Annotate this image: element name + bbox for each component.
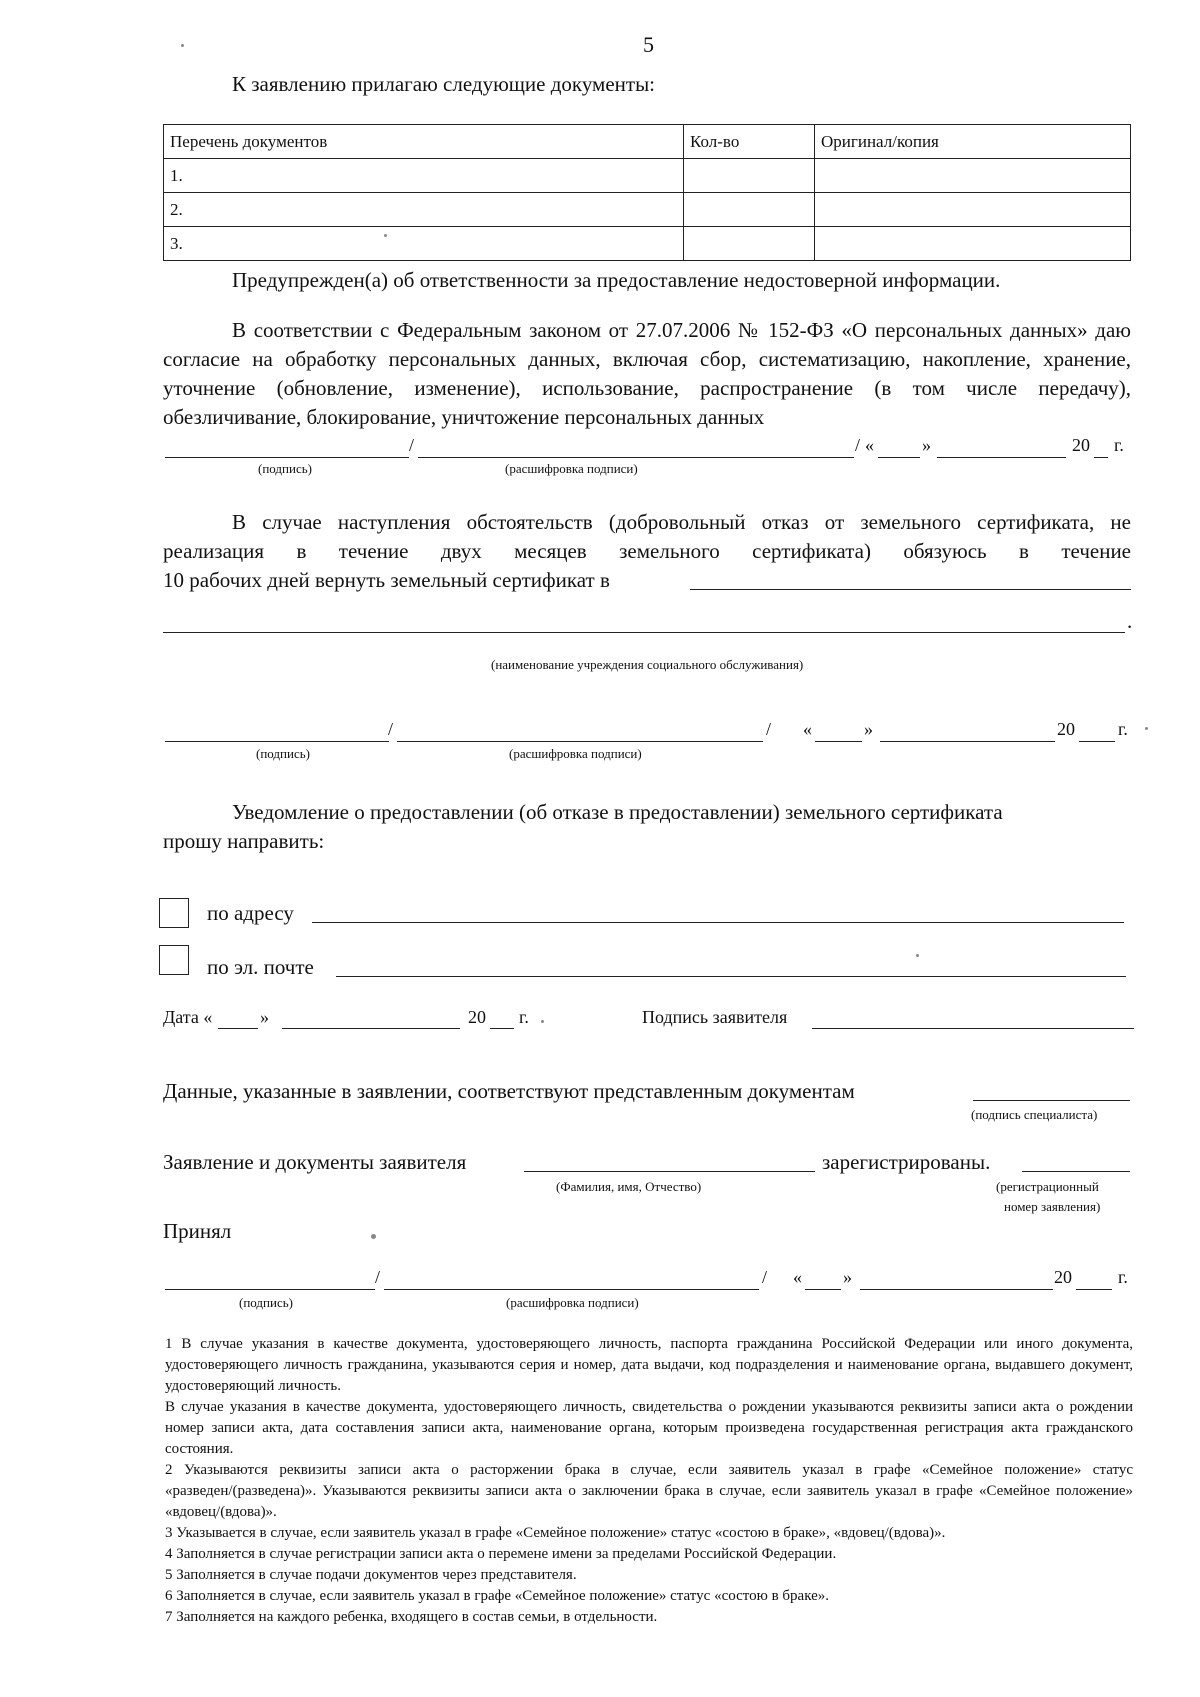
signature-decode-line[interactable] [397,741,763,742]
date-label: Дата « [163,1007,213,1027]
specialist-label: (подпись специалиста) [971,1107,1098,1122]
table-row [164,193,1131,227]
separator-slash: / [388,719,394,739]
year-suffix: г. [1118,719,1128,739]
table-cell[interactable] [684,227,815,261]
registration-text: Заявление и документы заявителя [163,1150,467,1174]
table-cell[interactable]: 1. [164,159,684,193]
year-field[interactable] [1094,457,1108,458]
notification-text-continued: прошу направить: [163,829,325,853]
separator-slash: / [855,435,861,455]
institution-field[interactable] [690,589,1131,590]
table-cell[interactable]: 3. [164,227,684,261]
column-header-documents: Перечень документов [164,125,684,159]
footnote-6: 6 Заполняется в случае, если заявитель указал в графе «Семейное положение» статус «состою в браке». [165,1588,830,1604]
date-day-field[interactable] [218,1028,258,1029]
signature-decode-line[interactable] [418,457,854,458]
institution-label: (наименование учреждения социального обслуживания) [491,657,804,672]
table-header-row [164,125,1131,159]
table-cell[interactable] [684,159,815,193]
year-prefix: 20 [1057,719,1075,739]
applicant-signature-label: Подпись заявителя [642,1007,788,1027]
signature-line[interactable] [165,741,389,742]
attachments-heading: К заявлению прилагаю следующие документы: [232,72,656,96]
year-suffix: г. [1118,1267,1128,1287]
column-header-quantity: Кол-во [684,125,815,159]
return-clause: В случае наступления обстоятельств (добровольный отказ от земельного сертификата, не реализация в течение двух месяцев земельного сертификата) обязуюсь в течение [163,510,1131,563]
year-field[interactable] [1079,741,1115,742]
decode-label: (расшифровка подписи) [506,1295,639,1310]
table-cell[interactable] [815,227,1131,261]
applicant-signature-field[interactable] [812,1028,1134,1029]
scan-speck [384,234,387,237]
liability-warning: Предупрежден(а) об ответственности за предоставление недостоверной информации. [232,268,1001,292]
email-field[interactable] [336,976,1126,977]
footnote-7: 7 Заполняется на каждого ребенка, входящего в состав семьи, в отдельности. [165,1609,658,1625]
address-field[interactable] [312,922,1124,923]
page-number: 5 [643,32,654,57]
quote-open: « [803,719,812,739]
footnote-1-continued: В случае указания в качестве документа, удостоверяющего личность, свидетельства о рождении указываются реквизиты записи акта о рождении номер записи акта, дата составления записи акта, наименование органа, которым произведена государственная регистрация акта гражданского состояния. [165,1399,1133,1457]
quote-close: » [922,435,931,455]
quote-close: » [260,1007,269,1027]
notification-text: Уведомление о предоставлении (об отказе в предоставлении) земельного сертификата [232,800,1003,824]
separator-slash: / [766,719,772,739]
scan-speck [916,954,919,957]
day-field[interactable] [815,741,862,742]
footnote-3: 3 Указывается в случае, если заявитель указал в графе «Семейное положение» статус «состою в браке», «вдовец/(вдова)». [165,1525,946,1541]
decode-label: (расшифровка подписи) [509,746,642,761]
footnote-1: 1 В случае указания в качестве документа, удостоверяющего личность, паспорта гражданина Российской Федерации или иного документа, удостоверяющего личность гражданина, указываются серия и номер, дата выдачи, код подразделения и наименование органа, выдавшего документ, удостоверяющий личность. [165,1336,1133,1394]
separator-slash: / [409,435,415,455]
table-cell[interactable] [684,193,815,227]
accepted-label: Принял [163,1219,232,1243]
specialist-signature-field[interactable] [973,1100,1130,1101]
year-field[interactable] [1076,1289,1112,1290]
quote-close: » [864,719,873,739]
quote-open: « [793,1267,802,1287]
footnote-5: 5 Заполняется в случае подачи документов через представителя. [165,1567,577,1583]
footnotes [165,1334,1133,1628]
period: . [1127,609,1133,633]
scan-speck [541,1020,544,1023]
separator-slash: / [762,1267,768,1287]
month-field[interactable] [880,741,1055,742]
email-checkbox[interactable] [159,945,189,975]
separator-slash: / [375,1267,381,1287]
column-header-original-copy: Оригинал/копия [815,125,1131,159]
date-month-field[interactable] [282,1028,460,1029]
email-option-label: по эл. почте [207,955,314,979]
year-prefix: 20 [1072,435,1090,455]
registration-number-field[interactable] [1022,1171,1130,1172]
documents-table [163,124,1131,261]
quote-open: « [865,435,874,455]
year-prefix: 20 [468,1007,486,1027]
table-cell[interactable] [815,159,1131,193]
signature-line[interactable] [165,1289,375,1290]
table-cell[interactable]: 2. [164,193,684,227]
applicant-name-field[interactable] [524,1171,815,1172]
signature-label: (подпись) [256,746,310,761]
footnote-4: 4 Заполняется в случае регистрации записи акта о перемене имени за пределами Российской Федерации. [165,1546,837,1562]
day-field[interactable] [878,457,920,458]
table-cell[interactable] [815,193,1131,227]
data-match-statement: Данные, указанные в заявлении, соответствуют представленным документам [163,1079,855,1103]
year-field[interactable] [490,1028,514,1029]
footnote-2: 2 Указываются реквизиты записи акта о расторжении брака в случае, если заявитель указал в графе «Семейное положение» статус «разведен/(разведена)». Указываются реквизиты записи акта о заключении брака в случае, если заявитель указал в графе «Семейное положение» «вдовец/(вдова)». [165,1462,1133,1520]
regnum-label: (регистрационный [996,1179,1099,1194]
signature-decode-line[interactable] [384,1289,759,1290]
return-clause-last-line: 10 рабочих дней вернуть земельный сертификат в [163,568,610,592]
address-checkbox[interactable] [159,898,189,928]
address-option-label: по адресу [207,901,294,925]
month-field[interactable] [937,457,1066,458]
scan-speck [1145,727,1148,730]
fio-label: (Фамилия, имя, Отчество) [556,1179,702,1194]
quote-close: » [843,1267,852,1287]
day-field[interactable] [805,1289,841,1290]
institution-field-continued[interactable] [163,632,1125,633]
consent-paragraph: В соответствии с Федеральным законом от 27.07.2006 № 152-ФЗ «О персональных данных» даю согласие на обработку персональных данных, включая сбор, систематизацию, накопление, хранение, уточнение (обновление, изменение), использование, распространение (в том числе передачу), обезличивание, блокирование, уничтожение персональных данных [163,318,1131,429]
signature-label: (подпись) [258,461,312,476]
registered-text: зарегистрированы. [822,1150,991,1174]
year-prefix: 20 [1054,1267,1072,1287]
signature-label: (подпись) [239,1295,293,1310]
regnum-label-continued: номер заявления) [1004,1199,1101,1214]
year-suffix: г. [1114,435,1124,455]
decode-label: (расшифровка подписи) [505,461,638,476]
month-field[interactable] [860,1289,1053,1290]
signature-line[interactable] [165,457,409,458]
scan-speck [371,1234,376,1239]
table-row [164,159,1131,193]
table-row [164,227,1131,261]
year-suffix: г. [519,1007,529,1027]
scan-speck [181,44,184,47]
